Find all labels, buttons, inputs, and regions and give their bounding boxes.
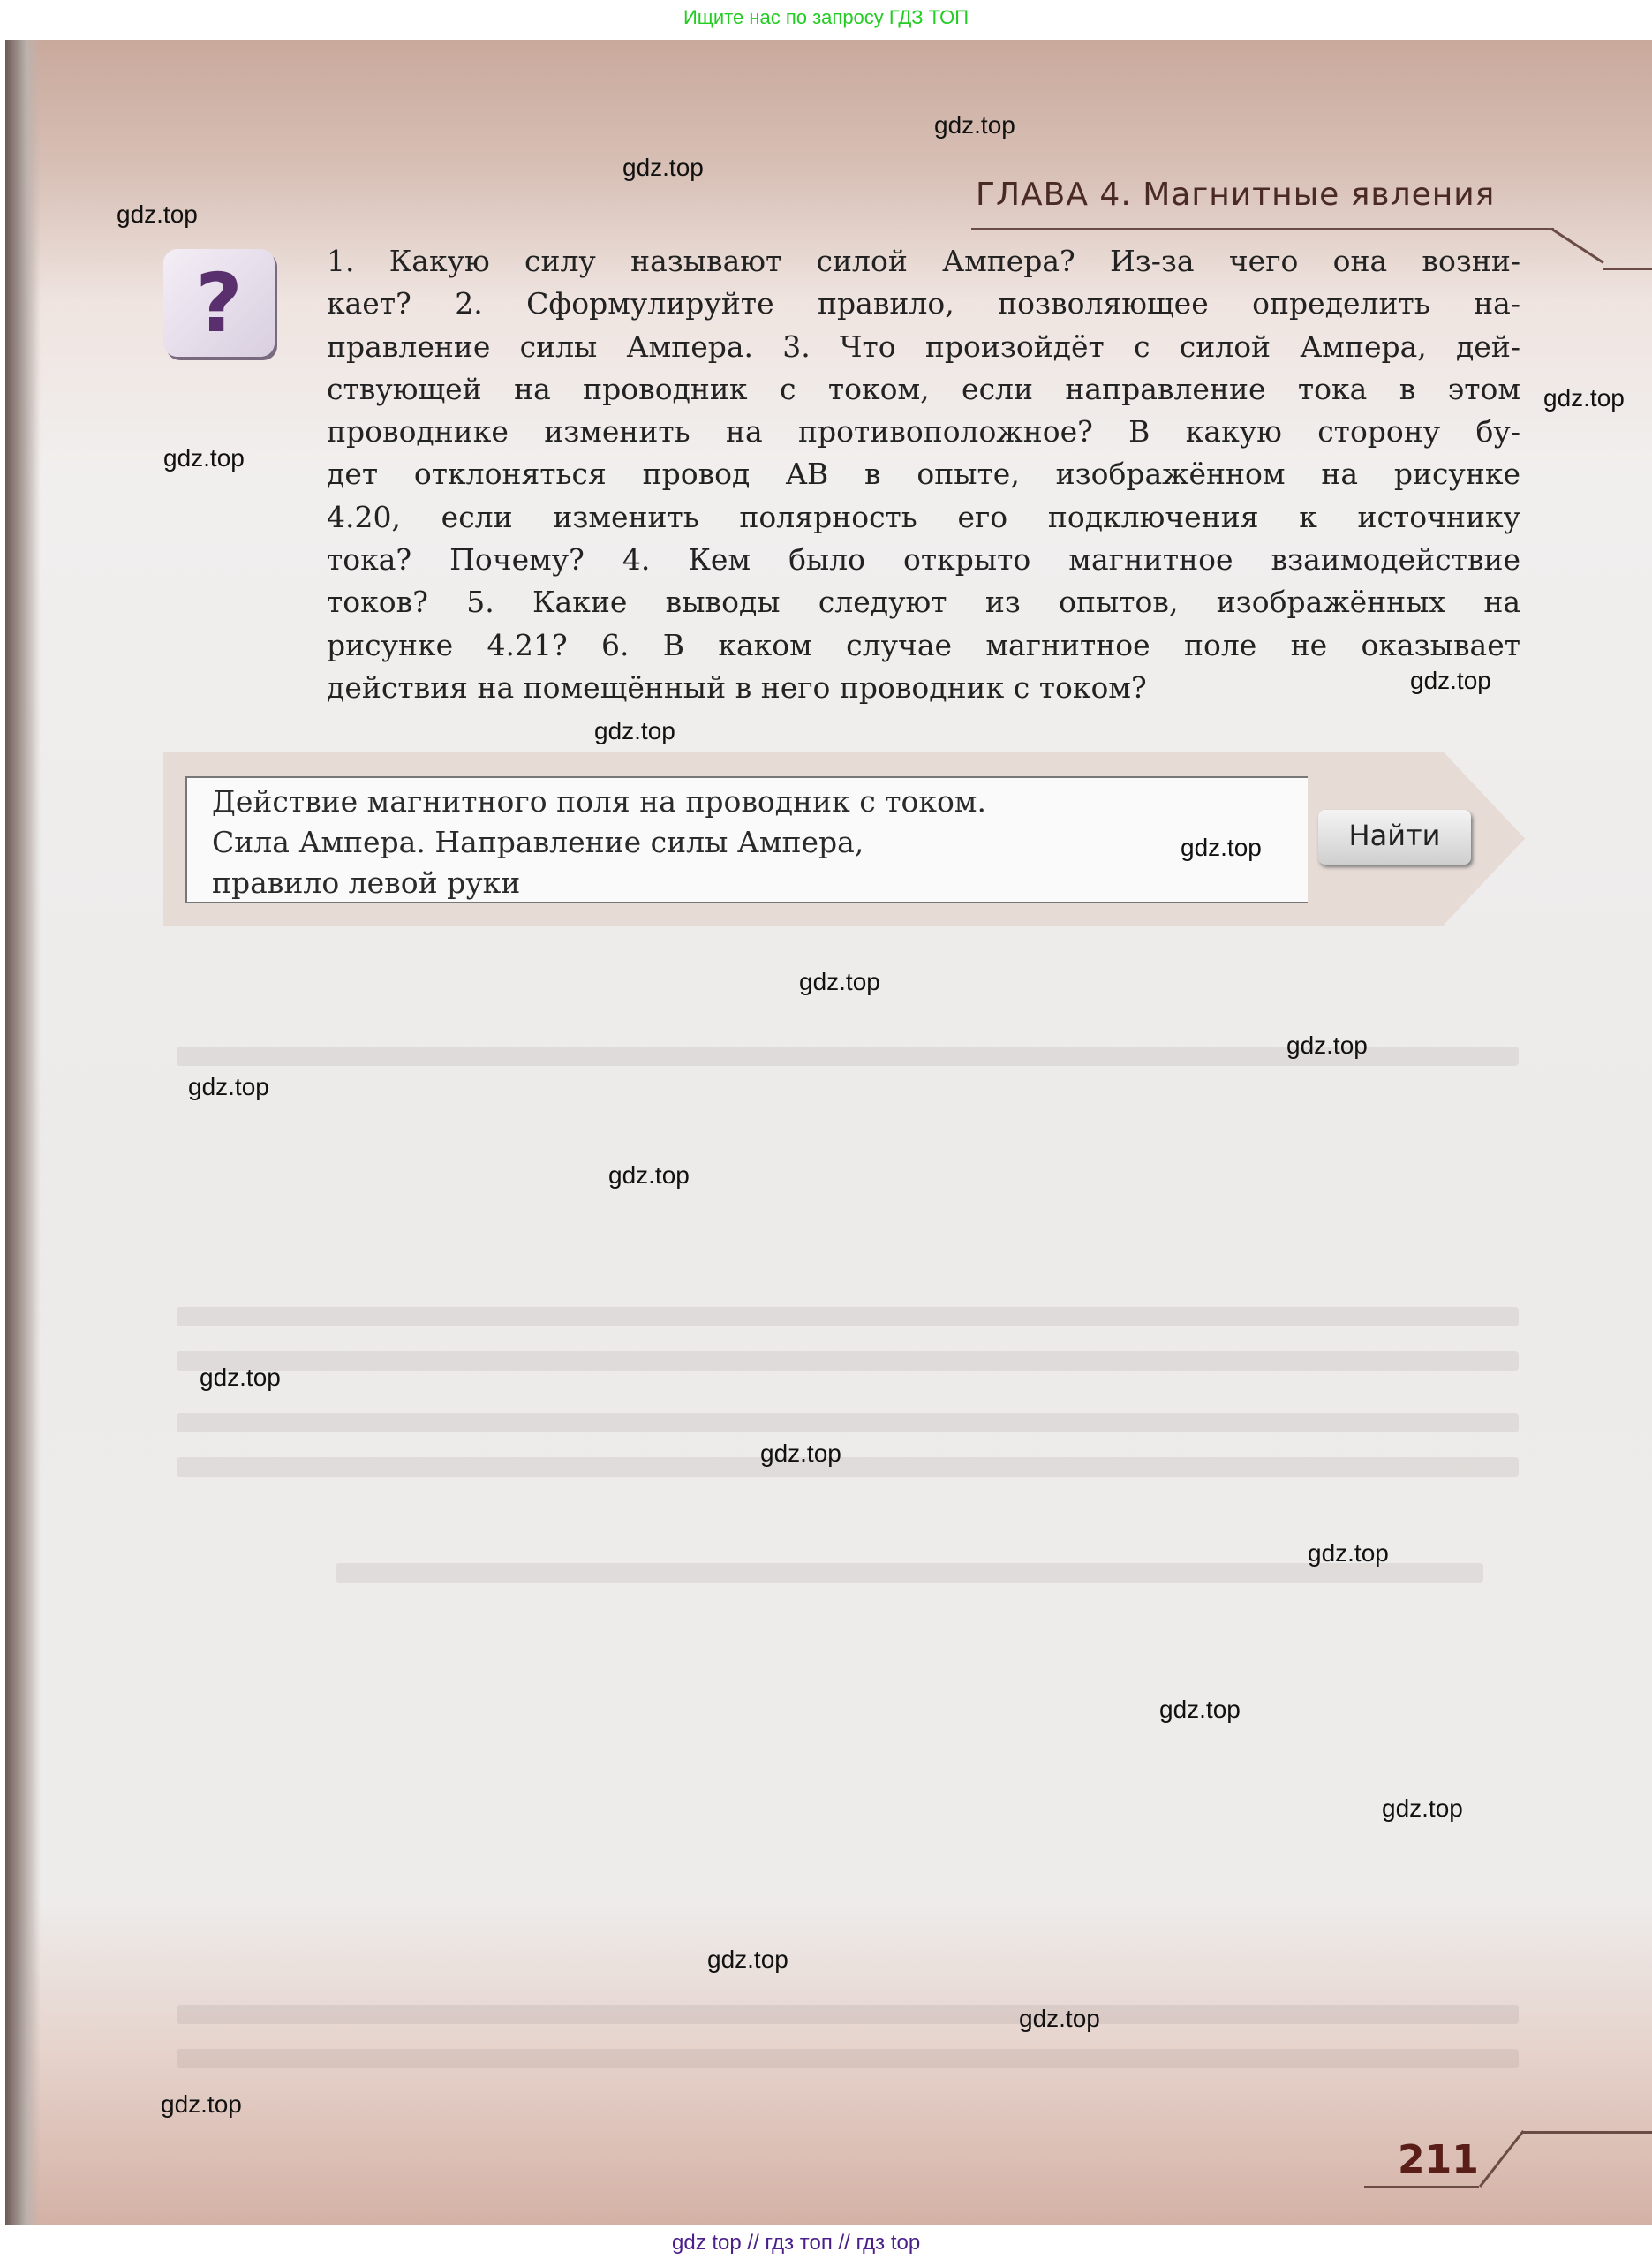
watermark: gdz.top bbox=[188, 1073, 269, 1100]
watermark: gdz.top bbox=[1382, 1795, 1463, 1822]
search-query-line: Сила Ампера. Направление силы Ампера, bbox=[212, 825, 864, 859]
watermark: gdz.top bbox=[163, 444, 245, 472]
watermark: gdz.top bbox=[1181, 834, 1262, 861]
watermark: gdz.top bbox=[707, 1946, 788, 1973]
question-line: рисунке 4.21? 6. В каком случае магнитное поле не оказывает bbox=[327, 627, 1520, 662]
question-line: 1. Какую силу называют силой Ампера? Из-за чего она возни- bbox=[327, 244, 1520, 278]
faded-text bbox=[177, 1457, 1519, 1477]
watermark: gdz.top bbox=[622, 154, 704, 181]
review-questions bbox=[327, 240, 1520, 709]
watermark: gdz.top bbox=[117, 200, 198, 228]
find-button[interactable]: Найти bbox=[1318, 810, 1471, 865]
question-line: ствующей на проводник с током, если направление тока в этом bbox=[327, 371, 1520, 406]
watermark: gdz.top bbox=[760, 1440, 841, 1467]
watermark: gdz.top bbox=[608, 1161, 690, 1189]
watermark: gdz.top bbox=[1019, 2005, 1100, 2032]
search-query-line: правило левой руки bbox=[212, 865, 521, 900]
faded-text bbox=[177, 2005, 1519, 2024]
watermark: gdz.top bbox=[594, 717, 675, 744]
page-number: 211 bbox=[1398, 2137, 1479, 2182]
question-line: правление силы Ампера. 3. Что произойдёт с силой Ампера, дей- bbox=[327, 329, 1520, 364]
faded-text bbox=[177, 1307, 1519, 1326]
question-line: проводнике изменить на противоположное? В какую сторону бу- bbox=[327, 414, 1520, 450]
question-line: токов? 5. Какие выводы следуют из опытов, изображённых на bbox=[327, 585, 1520, 620]
divider bbox=[1522, 2131, 1652, 2134]
search-query-line: Действие магнитного поля на проводник с током. bbox=[212, 784, 986, 819]
top-banner: Ищите нас по запросу ГДЗ ТОП bbox=[0, 0, 1652, 40]
question-line: тока? Почему? 4. Кем было открыто магнитное взаимодействие bbox=[327, 542, 1520, 578]
watermark: gdz.top bbox=[1159, 1696, 1241, 1723]
faded-text bbox=[177, 2049, 1519, 2068]
divider bbox=[1603, 268, 1652, 270]
watermark: gdz.top bbox=[1286, 1031, 1368, 1059]
watermark: gdz.top bbox=[200, 1364, 281, 1391]
faded-text bbox=[177, 1351, 1519, 1371]
question-line: действия на помещённый в него проводник с током? bbox=[327, 669, 1147, 705]
divider bbox=[1364, 2186, 1479, 2188]
chapter-title: ГЛАВА 4. Магнитные явления bbox=[976, 177, 1496, 213]
watermark: gdz.top bbox=[1308, 1539, 1389, 1567]
question-line: дет отклоняться провод AB в опыте, изображённом на рисунке bbox=[327, 457, 1520, 492]
faded-text bbox=[177, 1413, 1519, 1432]
watermark: gdz.top bbox=[1410, 667, 1491, 694]
watermark: gdz.top bbox=[934, 111, 1015, 139]
question-mark-icon: ? bbox=[163, 249, 275, 357]
watermark: gdz.top bbox=[161, 2090, 242, 2118]
question-line: 4.20, если изменить полярность его подключения к источнику bbox=[327, 499, 1520, 534]
divider bbox=[971, 228, 1554, 230]
search-query-box[interactable] bbox=[185, 776, 1308, 903]
question-line: кает? 2. Сформулируйте правило, позволяющее определить на- bbox=[327, 286, 1520, 321]
watermark: gdz.top bbox=[799, 968, 880, 995]
book-spine bbox=[5, 40, 41, 2225]
bottom-banner-text: gdz top // гдз топ // гдз top bbox=[672, 2231, 921, 2255]
watermark: gdz.top bbox=[1543, 384, 1625, 412]
